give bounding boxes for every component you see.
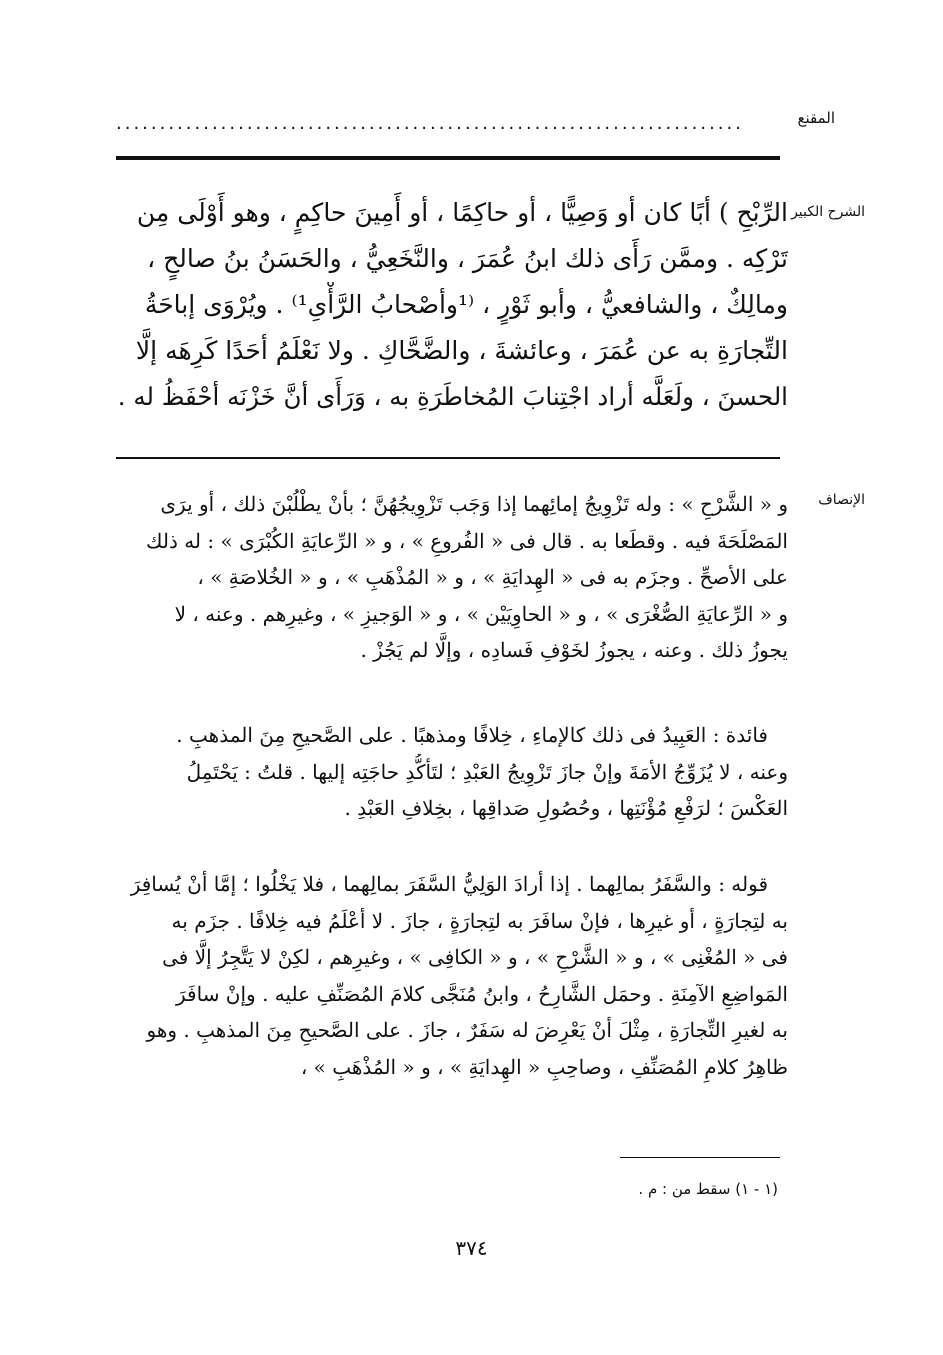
insaf-p3-line-1: قوله : والسَّفَرُ بمالِهما . إذا أرادَ الوَلِيُّ السَّفَرَ بمالِهما ، فلا يَخْلُوا ؛ إمَّا أنْ يُسافِرَ xyxy=(130,872,768,896)
footnote: (١ - ١) سقط من : م . xyxy=(638,1180,778,1198)
insaf-p3-line-2: به لتِجارَةٍ ، أو غيرِها ، فإنْ سافَرَ به لتِجارَةٍ ، جازَ . لا أعْلَمُ فيه خِلافًا . جزَم به xyxy=(171,908,788,933)
header-rule xyxy=(116,156,780,160)
margin-label-insaf: الإنصاف xyxy=(818,492,865,508)
insaf-paragraph-1 xyxy=(116,486,788,669)
insaf-p2-line-2: وعنه ، لا يُزَوِّجُ الأمَةَ وإنْ جازَ تَزْوِيجُ العَبْدِ ؛ لتَأكُّدِ حاجَتِه إليها . قلتُ : يَحْتَمِلُ xyxy=(186,759,788,784)
insaf-p3-line-6: ظاهِرُ كلامِ المُصَنِّفِ ، وصاحِبِ « الهِدايَةِ » ، و « المُذْهَبِ » ، xyxy=(300,1054,788,1079)
insaf-p2-line-1: فائدة : العَبِيدُ فى ذلك كالإماءِ ، خِلافًا ومذهبًا . على الصَّحيحِ مِنَ المذهبِ . xyxy=(176,723,768,747)
sharh-line-1: الرِّبْحِ ) أبًا كان أو وَصِيًّا ، أو حاكِمًا ، أو أَمِينَ حاكِمٍ ، وهو أَوْلَى مِن xyxy=(136,198,788,227)
insaf-p1-line-1: و « الشَّرْحِ » : وله تَزْوِيجُ إمائِهما إذا وَجَب تَزْوِيجُهُنَّ ؛ بأنْ يطْلُبْنَ ذلك ، أو يرَى xyxy=(160,492,788,516)
sharh-kabir-text xyxy=(116,190,788,420)
sharh-line-5: الحسنَ ، ولَعَلَّه أراد اجْتِنابَ المُخاطَرَةِ به ، وَرَأَى أنَّ خَزْنَه أحْفَظُ له . xyxy=(117,382,788,411)
insaf-paragraph-3 xyxy=(116,866,788,1085)
insaf-p3-line-4: المَواضِعِ الآمِنَةِ . وحمَل الشَّارِحُ ، وابنُ مُنَجَّى كلامَ المُصَنِّفِ عليه . وإنْ سافَرَ xyxy=(176,981,788,1006)
insaf-p3-line-3: فى « المُغْنِى » ، و « الشَّرْحِ » ، و « الكافِى » ، وغيرِهم ، لكِنْ لا يَتَّجِرُ إلَّا فى xyxy=(162,945,788,969)
insaf-p1-line-5: يجوزُ ذلك . وعنه ، يجوزُ لخَوْفِ فَسادِه ، وإلَّا لم يَجُزْ . xyxy=(360,638,788,662)
margin-label-sharh-kabir: الشرح الكبير xyxy=(791,204,865,220)
sharh-line-3: ومالِكٌ ، والشافعيُّ ، وأبو ثَوْرٍ ، ⁽¹وأصْحابُ الرَّأْىِ¹⁾ . ويُرْوَى إباحَةُ xyxy=(144,290,788,319)
section-divider xyxy=(116,457,780,459)
insaf-p1-line-3: على الأصحِّ . وجزَم به فى « الهِدايَةِ » ، و « المُذْهَبِ » ، و « الخُلاصَةِ » ، xyxy=(197,565,788,589)
running-title: المقنع xyxy=(797,109,835,127)
page-number: ٣٧٤ xyxy=(455,1236,488,1260)
sharh-line-4: التِّجارَةِ به عن عُمَرَ ، وعائشةَ ، والضَّحَّاكِ . ولا نَعْلَمُ أحَدًا كَرِهَه إلَّا xyxy=(135,336,788,365)
insaf-paragraph-2 xyxy=(116,717,788,827)
footnote-rule xyxy=(620,1157,780,1158)
header-leader-dots: ........................................................................ xyxy=(116,114,744,134)
insaf-p2-line-3: العَكْسَ ؛ لرَفْعِ مُؤْنَتِها ، وحُصُولِ صَداقِها ، بخِلافِ العَبْدِ . xyxy=(344,796,788,820)
sharh-line-2: تَرْكِه . وممَّن رَأَى ذلك ابنُ عُمَرَ ، والنَّخَعِيُّ ، والحَسَنُ بنُ صالحٍ ، xyxy=(147,244,788,273)
insaf-p3-line-5: به لغيرِ التِّجارَةِ ، مِثْلَ أنْ يَعْرِضَ له سَفَرٌ ، جازَ . على الصَّحيحِ مِنَ المذهبِ . وهو xyxy=(146,1018,788,1042)
insaf-p1-line-2: المَصْلَحَةَ فيه . وقطَعا به . قال فى « الفُروعِ » ، و « الرِّعايَةِ الكُبْرَى » : له ذلك xyxy=(146,528,788,553)
insaf-p1-line-4: و « الرِّعايَةِ الصُّغْرَى » ، و « الحاوِيَيْن » ، و « الوَجيزِ » ، وغيرِهم . وعنه ، لا xyxy=(174,601,788,626)
